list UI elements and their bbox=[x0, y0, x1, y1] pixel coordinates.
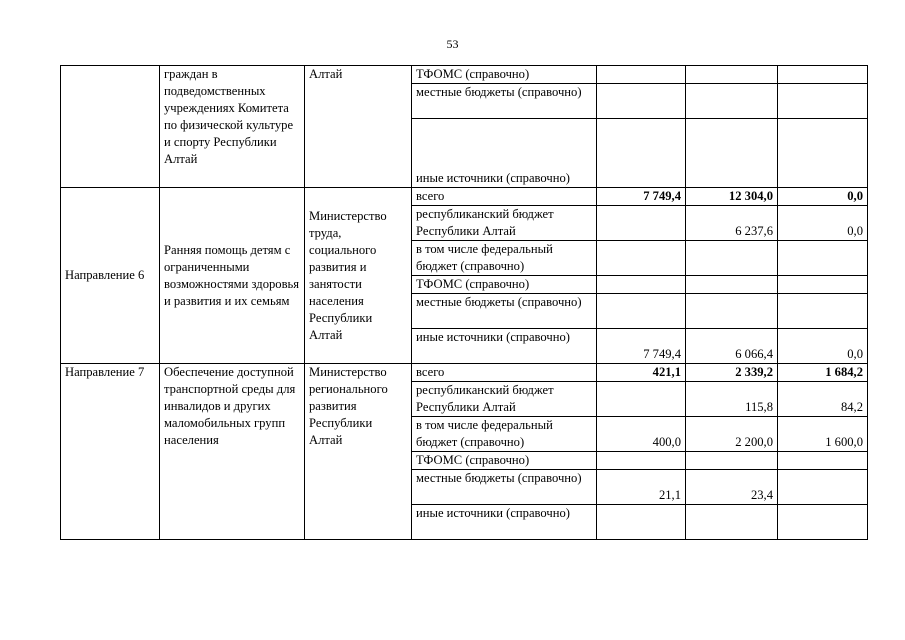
source-cell: иные источники (справочно) bbox=[412, 119, 597, 188]
value-cell bbox=[778, 505, 868, 540]
value-cell bbox=[686, 119, 778, 188]
source-cell: местные бюджеты (справочно) bbox=[412, 294, 597, 329]
source-cell: ТФОМС (справочно) bbox=[412, 66, 597, 84]
source-cell: местные бюджеты (справочно) bbox=[412, 84, 597, 119]
value-cell: 0,0 bbox=[778, 329, 868, 364]
table-row bbox=[61, 188, 868, 206]
value-cell bbox=[778, 66, 868, 84]
value-cell: 0,0 bbox=[778, 188, 868, 206]
value-cell bbox=[597, 505, 686, 540]
source-cell: республиканский бюджет Республики Алтай bbox=[412, 382, 597, 417]
direction-cell: Направление 6 bbox=[61, 188, 160, 364]
value-cell bbox=[597, 382, 686, 417]
page-number: 53 bbox=[446, 37, 459, 51]
value-cell bbox=[686, 452, 778, 470]
executor-cell: Министерство регионального развития Республики Алтай bbox=[305, 364, 412, 540]
source-cell: иные источники (справочно) bbox=[412, 505, 597, 540]
value-cell bbox=[597, 66, 686, 84]
direction-cell: Направление 7 bbox=[61, 364, 160, 540]
value-cell: 23,4 bbox=[686, 470, 778, 505]
source-cell: иные источники (справочно) bbox=[412, 329, 597, 364]
value-cell bbox=[778, 294, 868, 329]
value-cell: 6 066,4 bbox=[686, 329, 778, 364]
value-cell: 21,1 bbox=[597, 470, 686, 505]
value-cell: 421,1 bbox=[597, 364, 686, 382]
value-cell: 400,0 bbox=[597, 417, 686, 452]
activity-cell: граждан в подведомственных учреждениях Комитета по физической культуре и спорту Республики Алтай bbox=[160, 66, 305, 188]
value-cell bbox=[597, 276, 686, 294]
value-cell: 1 684,2 bbox=[778, 364, 868, 382]
source-cell: всего bbox=[412, 364, 597, 382]
value-cell bbox=[686, 84, 778, 119]
activity-cell: Ранняя помощь детям с ограниченными возможностями здоровья и развития и их семьям bbox=[160, 188, 305, 364]
value-cell bbox=[597, 294, 686, 329]
value-cell: 2 339,2 bbox=[686, 364, 778, 382]
value-cell: 115,8 bbox=[686, 382, 778, 417]
value-cell bbox=[778, 241, 868, 276]
value-cell bbox=[597, 84, 686, 119]
value-cell: 0,0 bbox=[778, 206, 868, 241]
value-cell bbox=[778, 470, 868, 505]
executor-cell: Министерство труда, социального развития и занятости населения Республики Алтай bbox=[305, 188, 412, 364]
funding-table bbox=[60, 65, 868, 540]
value-cell bbox=[686, 294, 778, 329]
value-cell bbox=[597, 206, 686, 241]
source-cell: в том числе федеральный бюджет (справочно) bbox=[412, 417, 597, 452]
value-cell bbox=[686, 276, 778, 294]
value-cell bbox=[778, 119, 868, 188]
table-row bbox=[61, 66, 868, 84]
value-cell: 7 749,4 bbox=[597, 329, 686, 364]
value-cell bbox=[778, 84, 868, 119]
value-cell bbox=[597, 119, 686, 188]
table-row bbox=[61, 364, 868, 382]
value-cell: 84,2 bbox=[778, 382, 868, 417]
value-cell bbox=[597, 241, 686, 276]
value-cell bbox=[778, 452, 868, 470]
value-cell bbox=[686, 505, 778, 540]
source-cell: республиканский бюджет Республики Алтай bbox=[412, 206, 597, 241]
source-cell: в том числе федеральный бюджет (справочно) bbox=[412, 241, 597, 276]
direction-cell bbox=[61, 66, 160, 188]
source-cell: всего bbox=[412, 188, 597, 206]
source-cell: ТФОМС (справочно) bbox=[412, 452, 597, 470]
value-cell bbox=[686, 241, 778, 276]
value-cell: 7 749,4 bbox=[597, 188, 686, 206]
value-cell bbox=[686, 66, 778, 84]
activity-cell: Обеспечение доступной транспортной среды для инвалидов и других маломобильных групп населения bbox=[160, 364, 305, 540]
value-cell: 6 237,6 bbox=[686, 206, 778, 241]
source-cell: ТФОМС (справочно) bbox=[412, 276, 597, 294]
executor-cell: Алтай bbox=[305, 66, 412, 188]
value-cell: 2 200,0 bbox=[686, 417, 778, 452]
value-cell: 12 304,0 bbox=[686, 188, 778, 206]
value-cell: 1 600,0 bbox=[778, 417, 868, 452]
value-cell bbox=[597, 452, 686, 470]
source-cell: местные бюджеты (справочно) bbox=[412, 470, 597, 505]
value-cell bbox=[778, 276, 868, 294]
